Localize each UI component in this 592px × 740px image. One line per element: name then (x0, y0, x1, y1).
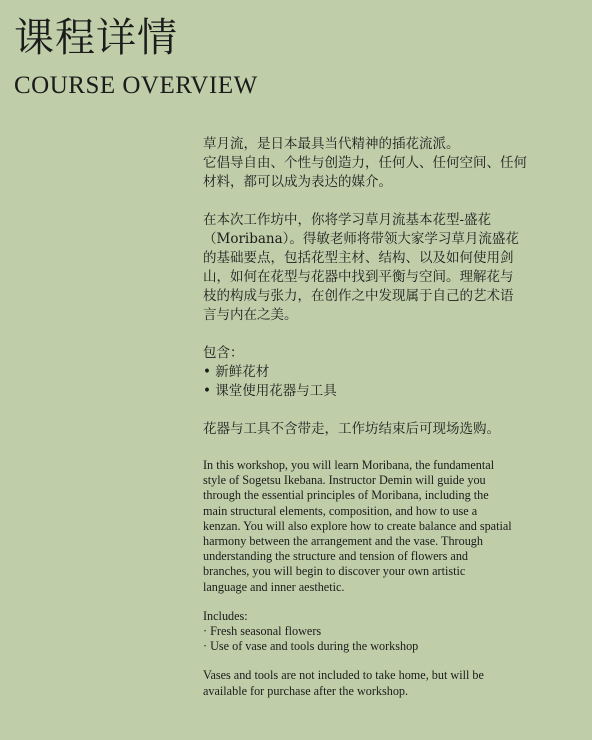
text-line: harmony between the arrangement and the vase. Through (203, 534, 483, 549)
workshop-paragraph-en (203, 458, 548, 595)
includes-heading-en: Includes: (203, 608, 248, 623)
text-line: style of Sogetsu Ikebana. Instructor Demin will guide you (203, 473, 486, 488)
list-item: · Use of vase and tools during the workshop (203, 639, 419, 654)
text-line: 枝的构成与张力，在创作之中发现属于自己的艺术语 (203, 288, 514, 304)
text-line: branches, you will begin to discover your own artistic (203, 564, 466, 579)
text-line: 山，如何在花型与花器中找到平衡与空间。理解花与 (203, 269, 514, 285)
text-line: available for purchase after the workshop. (203, 683, 409, 698)
intro-paragraph-zh (203, 135, 548, 192)
includes-list-zh (203, 363, 548, 401)
includes-en (203, 609, 548, 655)
text-line: 草月流，是日本最具当代精神的插花流派。 (203, 136, 460, 152)
text-line: Vases and tools are not included to take home, but will be (203, 668, 484, 683)
text-line: understanding the structure and tension of flowers and (203, 549, 469, 564)
note-text-zh: 花器与工具不含带走，工作坊结束后可现场选购。 (203, 421, 500, 437)
note-en (203, 668, 548, 698)
description-zh (203, 135, 548, 439)
list-item: • 课堂使用花器与工具 (203, 383, 337, 399)
workshop-paragraph-zh (203, 211, 548, 325)
course-description (203, 135, 548, 699)
text-line: （Moribana）。得敏老师将带领大家学习草月流盛花 (203, 231, 519, 247)
text-line: In this workshop, you will learn Moribana, the fundamental (203, 458, 495, 472)
text-line: language and inner aesthetic. (203, 579, 345, 594)
text-line: 材料，都可以成为表达的媒介。 (203, 174, 392, 190)
list-item: · Fresh seasonal flowers (203, 624, 322, 639)
note-zh (203, 420, 548, 439)
description-en (203, 458, 548, 699)
page-title-zh: 课程详情 (14, 15, 178, 61)
text-line: 在本次工作坊中，你将学习草月流基本花型-盛花 (203, 212, 492, 228)
includes-heading-zh: 包含： (203, 345, 244, 361)
text-line: kenzan. You will also explore how to create balance and spatial (203, 518, 512, 533)
text-line: main structural elements, composition, and how to use a (203, 503, 478, 518)
page-title-en: COURSE OVERVIEW (14, 72, 258, 99)
includes-list-en (203, 624, 548, 654)
text-line: 它倡导自由、个性与创造力，任何人、任何空间、任何 (203, 155, 527, 171)
list-item: • 新鲜花材 (203, 364, 270, 380)
includes-zh (203, 344, 548, 401)
text-line: 言与内在之美。 (203, 307, 298, 323)
text-line: through the essential principles of Moribana, including the (203, 488, 489, 503)
text-line: 的基础要点，包括花型主材、结构、以及如何使用剑 (203, 250, 514, 266)
